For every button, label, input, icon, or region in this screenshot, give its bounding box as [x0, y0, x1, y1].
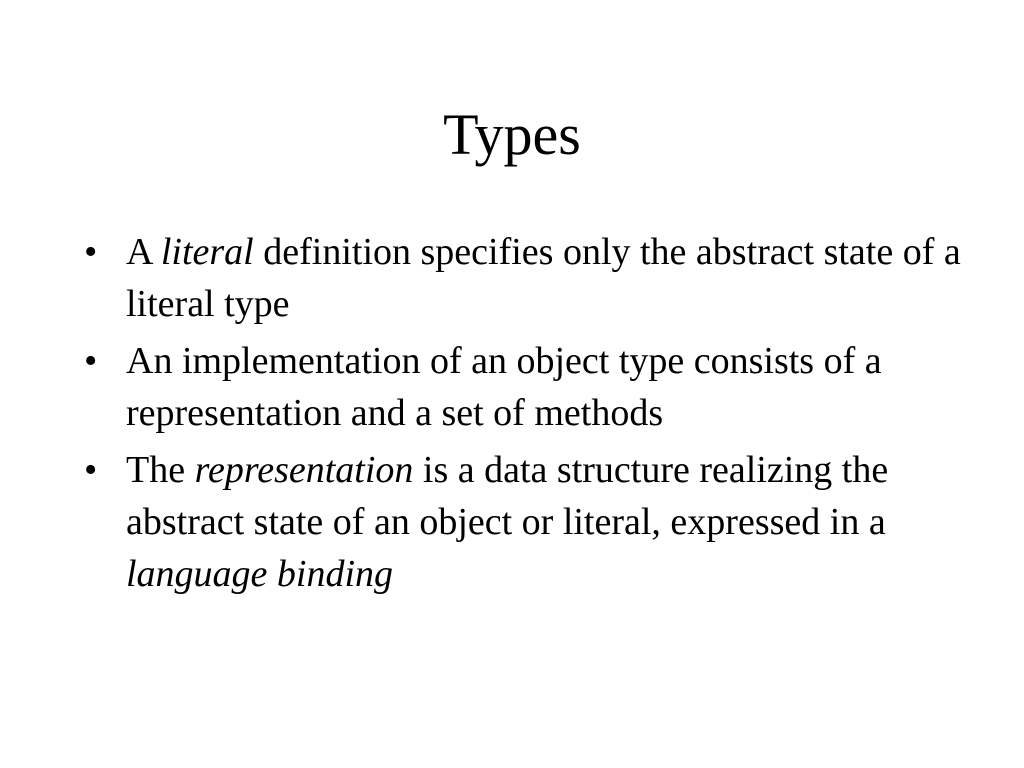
- bullet-item-representation: [84, 444, 964, 600]
- text-segment: is a data structure realizing the abstract state of an object or literal, expressed in a: [126, 449, 889, 543]
- text-segment: definition specifies only the abstract state of a literal type: [126, 231, 961, 325]
- bullet-text: [126, 449, 888, 595]
- text-segment: An implementation of an object type consists of a representation and a set of methods: [126, 340, 882, 434]
- bullet-item-implementation: [84, 335, 964, 439]
- emphasized-term-language-binding: language binding: [126, 553, 394, 595]
- text-segment: The: [126, 449, 195, 491]
- bullet-text: [126, 340, 882, 434]
- bullet-list: [84, 226, 964, 605]
- bullet-marker: •: [84, 231, 98, 273]
- bullet-text: [126, 231, 961, 325]
- emphasized-term-representation: representation: [194, 449, 414, 491]
- bullet-marker: •: [84, 340, 98, 382]
- text-segment: A: [126, 231, 161, 273]
- slide-title: Types: [443, 102, 581, 167]
- emphasized-term-literal: literal: [160, 231, 254, 273]
- bullet-marker: •: [84, 449, 98, 491]
- bullet-item-literal-definition: [84, 226, 964, 330]
